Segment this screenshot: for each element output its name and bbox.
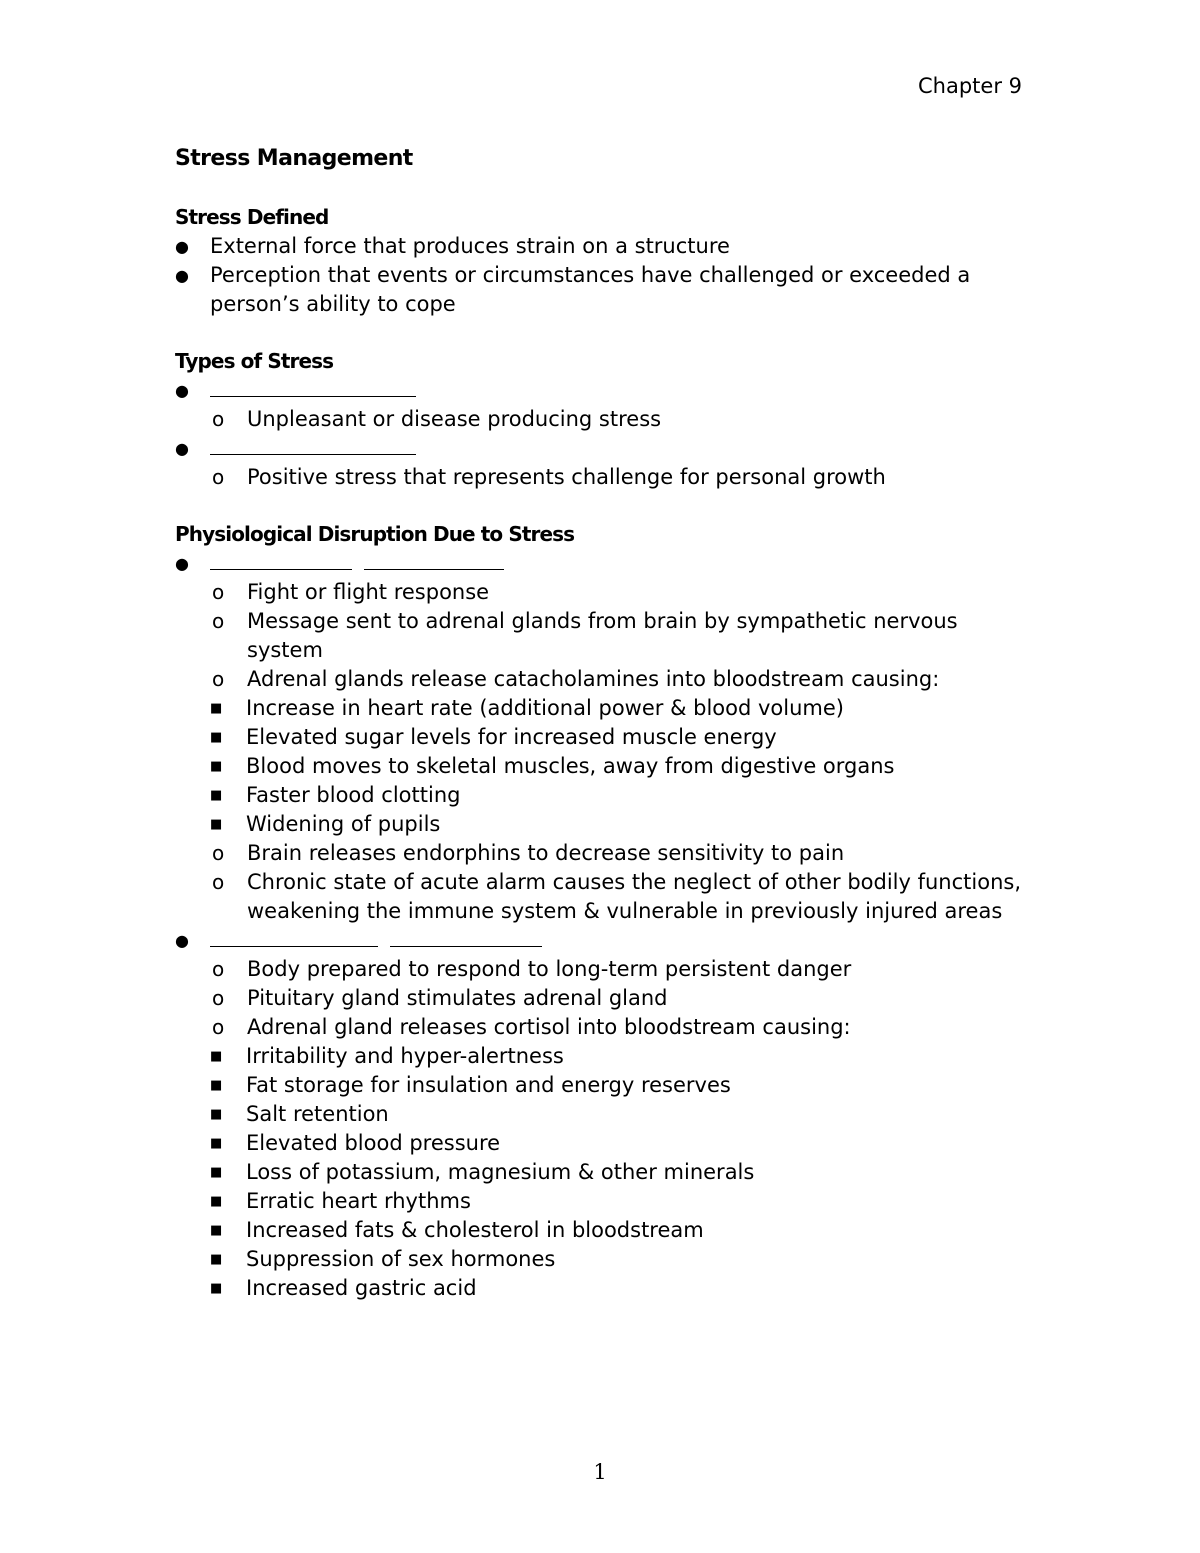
sub-item: o Message sent to adrenal glands from brain by sympathetic nervous system	[175, 607, 1035, 665]
circle-bullet-icon: o	[212, 986, 225, 1010]
section-physiological-disruption	[175, 520, 1035, 1303]
square-bullet-icon: ■	[210, 788, 223, 803]
sub-sub-item: ■ Salt retention	[175, 1100, 1035, 1129]
sub-sub-item: ■ Blood moves to skeletal muscles, away from digestive organs	[175, 752, 1035, 781]
circle-bullet-icon: o	[212, 870, 225, 894]
circle-bullet-icon: o	[212, 465, 225, 489]
circle-bullet-icon: o	[212, 407, 225, 431]
page-title: Stress Management	[175, 146, 413, 171]
list-item	[175, 926, 1035, 955]
square-bullet-icon: ■	[210, 1281, 223, 1296]
sub-item: o Adrenal glands release catacholamines into bloodstream causing:	[175, 665, 1035, 694]
square-bullet-icon: ■	[210, 1136, 223, 1151]
bullet-list	[175, 232, 1035, 319]
chapter-label: Chapter 9	[918, 74, 1022, 98]
bullet-icon: ●	[175, 439, 189, 458]
fill-in-blank[interactable]	[210, 926, 378, 947]
fill-in-blank[interactable]	[390, 926, 542, 947]
sub-sub-item: ■ Widening of pupils	[175, 810, 1035, 839]
fill-in-blank[interactable]	[210, 376, 416, 397]
section-heading: Types of Stress	[175, 349, 334, 373]
circle-bullet-icon: o	[212, 609, 225, 633]
sub-item: o Adrenal gland releases cortisol into bloodstream causing:	[175, 1013, 1035, 1042]
sub-item: o Brain releases endorphins to decrease sensitivity to pain	[175, 839, 1035, 868]
list-item	[175, 549, 1035, 578]
bullet-icon: ●	[175, 554, 189, 573]
circle-bullet-icon: o	[212, 667, 225, 691]
fill-in-blank[interactable]	[210, 549, 352, 570]
bullet-list	[175, 376, 1035, 492]
sub-sub-item: ■ Increased fats & cholesterol in bloodstream	[175, 1216, 1035, 1245]
list-item: ● Perception that events or circumstances have challenged or exceeded a person’s ability to cope	[175, 261, 1035, 319]
sub-sub-item: ■ Increased gastric acid	[175, 1274, 1035, 1303]
circle-bullet-icon: o	[212, 1015, 225, 1039]
circle-bullet-icon: o	[212, 580, 225, 604]
bullet-icon: ●	[175, 266, 189, 285]
circle-bullet-icon: o	[212, 957, 225, 981]
list-item	[175, 376, 1035, 405]
square-bullet-icon: ■	[210, 759, 223, 774]
circle-bullet-icon: o	[212, 841, 225, 865]
sub-item: o Pituitary gland stimulates adrenal gland	[175, 984, 1035, 1013]
sub-sub-item: ■ Increase in heart rate (additional power & blood volume)	[175, 694, 1035, 723]
section-stress-defined	[175, 203, 1035, 319]
square-bullet-icon: ■	[210, 1049, 223, 1064]
square-bullet-icon: ■	[210, 701, 223, 716]
square-bullet-icon: ■	[210, 1078, 223, 1093]
sub-item: o Positive stress that represents challenge for personal growth	[175, 463, 1035, 492]
sub-sub-item: ■ Elevated sugar levels for increased muscle energy	[175, 723, 1035, 752]
bullet-icon: ●	[175, 381, 189, 400]
page-number: 1	[593, 1460, 607, 1484]
sub-sub-item: ■ Erratic heart rhythms	[175, 1187, 1035, 1216]
square-bullet-icon: ■	[210, 1165, 223, 1180]
sub-sub-item: ■ Suppression of sex hormones	[175, 1245, 1035, 1274]
section-types-of-stress	[175, 347, 1035, 492]
sub-sub-item: ■ Elevated blood pressure	[175, 1129, 1035, 1158]
sub-item: o Body prepared to respond to long-term persistent danger	[175, 955, 1035, 984]
square-bullet-icon: ■	[210, 1107, 223, 1122]
sub-item: o Fight or flight response	[175, 578, 1035, 607]
list-item	[175, 434, 1035, 463]
sub-item: o Chronic state of acute alarm causes the neglect of other bodily functions, weakening the immune system & vulnerable in previously injured areas	[175, 868, 1035, 926]
square-bullet-icon: ■	[210, 1252, 223, 1267]
sub-sub-item: ■ Irritability and hyper-alertness	[175, 1042, 1035, 1071]
section-heading: Physiological Disruption Due to Stress	[175, 522, 575, 546]
square-bullet-icon: ■	[210, 1223, 223, 1238]
section-heading: Stress Defined	[175, 205, 329, 229]
sub-sub-item: ■ Loss of potassium, magnesium & other minerals	[175, 1158, 1035, 1187]
list-item: ● External force that produces strain on a structure	[175, 232, 1035, 261]
bullet-icon: ●	[175, 931, 189, 950]
sub-sub-item: ■ Faster blood clotting	[175, 781, 1035, 810]
bullet-icon: ●	[175, 237, 189, 256]
square-bullet-icon: ■	[210, 730, 223, 745]
fill-in-blank[interactable]	[364, 549, 504, 570]
sub-sub-item: ■ Fat storage for insulation and energy reserves	[175, 1071, 1035, 1100]
bullet-list	[175, 549, 1035, 1303]
square-bullet-icon: ■	[210, 817, 223, 832]
sub-item: o Unpleasant or disease producing stress	[175, 405, 1035, 434]
square-bullet-icon: ■	[210, 1194, 223, 1209]
fill-in-blank[interactable]	[210, 434, 416, 455]
document-body	[175, 144, 1035, 1331]
